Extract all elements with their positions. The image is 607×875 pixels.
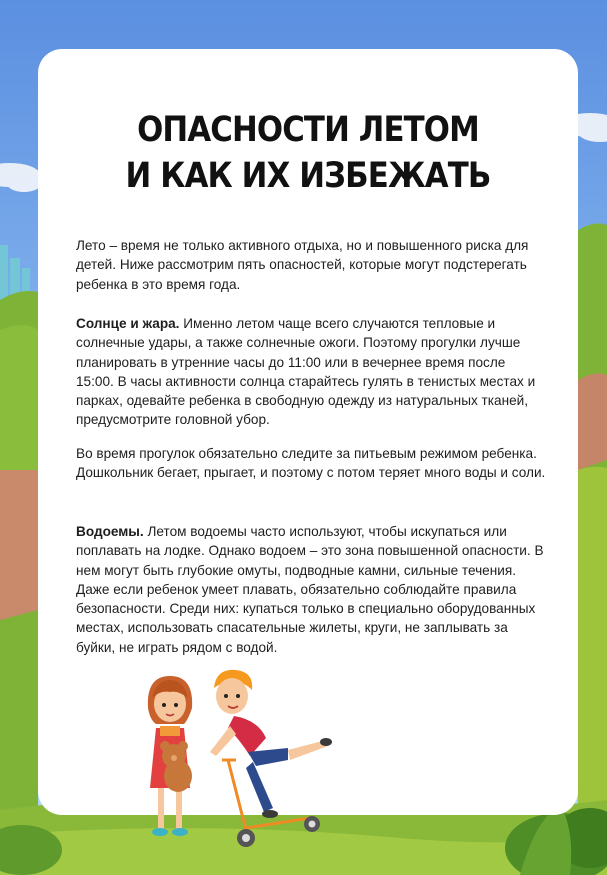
section-text: Именно летом чаще всего случаются тепловые и солнечные удары, а также солнечные ожоги. Поэтому прогулки лучше планировать в утренние часы до 11:00 или в вечернее время после 15:00. В часы активности солнца старайтесь гулять в тенистых местах и парках, одевайте ребенка в свободную одежду из натуральных тканей, предусмотрите головной убор.: [76, 316, 536, 428]
section-sun-heat: [76, 314, 546, 430]
page-title: [70, 107, 545, 199]
boy-figure: [210, 670, 332, 818]
section-text: Летом водоемы часто используют, чтобы искупаться или поплавать на лодке. Однако водоем – это зона повышенной опасности. В нем могут быть глубокие омуты, подводные камни, сильные течения. Даже если ребенок умеет плавать, обязательно соблюдайте правила безопасности. Среди них: купаться только в специально оборудованных местах, использовать спасательные жилеты, круги, не заплывать за буйки, не играть рядом с водой.: [76, 524, 544, 655]
section-heading: Солнце и жара.: [76, 316, 180, 331]
title-line-2: И КАК ИХ ИЗБЕЖАТЬ: [125, 156, 491, 196]
section-text: Во время прогулок обязательно следите за питьевым режимом ребенка. Дошкольник бегает, прыгает, и поэтому с потом теряет много воды и соли.: [76, 446, 546, 481]
intro-paragraph: Лето – время не только активного отдыха, но и повышенного риска для детей. Ниже рассмотрим пять опасностей, которые могут подстерегать ребенка в это время года.: [76, 238, 529, 292]
title-line-1: ОПАСНОСТИ ЛЕТОМ: [137, 110, 479, 150]
children-illustration: [138, 668, 338, 858]
section-drinking: [76, 444, 546, 483]
section-water: [76, 522, 546, 657]
section-heading: Водоемы.: [76, 524, 144, 539]
